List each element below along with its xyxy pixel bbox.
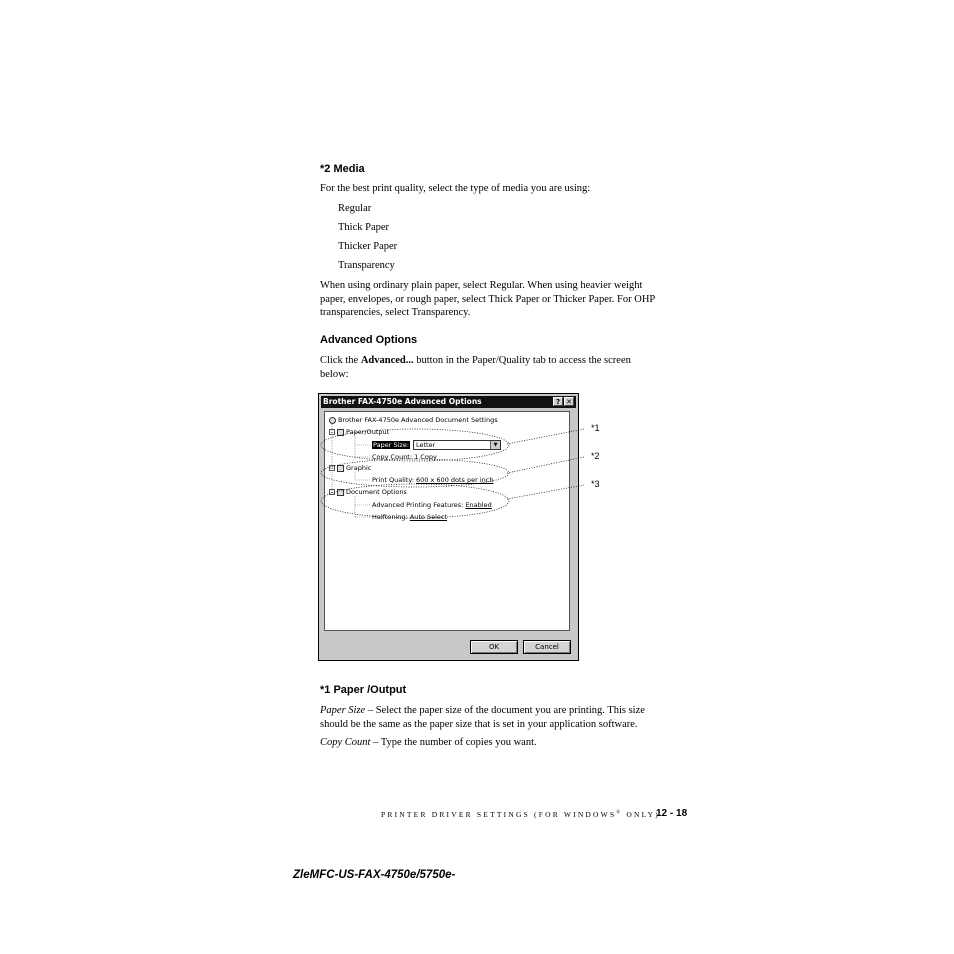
callout-label-2: *2	[591, 451, 600, 461]
ok-button[interactable]: OK	[470, 640, 518, 654]
cancel-button[interactable]: Cancel	[523, 640, 571, 654]
advanced-heading: Advanced Options	[320, 334, 418, 346]
callout-ellipse-2	[321, 459, 509, 487]
halftoning-label: Halftoning:	[372, 513, 410, 521]
media-paragraph-line: transparencies, select Transparency.	[320, 307, 471, 318]
print-quality-value[interactable]: 600 x 600 dots per inch	[416, 476, 494, 484]
advanced-button-ref: Advanced...	[360, 355, 414, 366]
collapse-icon[interactable]: –	[330, 429, 334, 436]
halftoning-value[interactable]: Auto Select	[409, 513, 448, 521]
help-button[interactable]: ?	[553, 397, 563, 406]
leader-line-1	[507, 429, 584, 444]
advanced-text: Click the	[320, 355, 361, 366]
leader-line-2	[507, 457, 584, 473]
paper-size-term: Paper Size	[320, 705, 366, 716]
running-footer-text: PRINTER DRIVER SETTINGS (FOR WINDOWS	[381, 810, 617, 819]
document-options-label: Document Options	[346, 488, 407, 496]
callout-ellipse-3	[321, 484, 509, 518]
page-number: 12 - 18	[656, 808, 688, 819]
media-option-transparency: Transparency	[338, 260, 395, 271]
copy-count-term: Copy Count	[320, 737, 371, 748]
print-quality-label: Print Quality:	[372, 476, 417, 484]
leader-line-3	[507, 485, 584, 499]
collapse-icon[interactable]: –	[330, 489, 334, 496]
paper-size-text: – Select the paper size of the document you are printing. This size	[365, 705, 645, 716]
close-button[interactable]: ✕	[564, 397, 574, 406]
chevron-down-icon[interactable]: ▼	[490, 441, 500, 449]
media-paragraph-line: When using ordinary plain paper, select Regular. When using heavier weight	[320, 280, 643, 291]
media-intro: For the best print quality, select the type of media you are using:	[320, 183, 591, 194]
advanced-features-value[interactable]: Enabled	[465, 501, 492, 509]
running-footer-text: ONLY)	[622, 810, 660, 819]
callout-label-3: *3	[591, 479, 600, 489]
callout-label-1: *1	[591, 423, 600, 433]
registered-mark: ®	[616, 810, 623, 816]
callout-ellipse-1	[321, 429, 509, 461]
paper-size-label: Paper Size:	[373, 441, 410, 449]
media-option-regular: Regular	[338, 203, 372, 214]
paper-size-text: should be the same as the paper size that is set in your application software.	[320, 718, 638, 730]
tree-root-label: Brother FAX-4750e Advanced Document Settings	[338, 416, 498, 424]
advanced-features-label: Advanced Printing Features:	[372, 501, 466, 509]
running-footer	[381, 810, 660, 819]
dialog-title: Brother FAX-4750e Advanced Options	[323, 397, 482, 406]
media-option-thicker: Thicker Paper	[338, 241, 398, 252]
copy-count-item[interactable]: Copy Count: 1 Copy	[372, 453, 437, 461]
paper-size-description	[320, 704, 700, 731]
graphic-label: Graphic	[346, 464, 372, 472]
advanced-text: below:	[320, 368, 349, 380]
document-id: ZleMFC-US-FAX-4750e/5750e-	[293, 869, 456, 881]
collapse-icon[interactable]: –	[330, 465, 334, 472]
paper-output-heading: *1 Paper /Output	[320, 684, 407, 696]
media-heading: *2 Media	[320, 163, 365, 175]
media-paragraph-line: paper, envelopes, or rough paper, select Thick Paper or Thicker Paper. For OHP	[320, 293, 656, 305]
paper-size-value: Letter	[416, 441, 436, 449]
copy-count-text: – Type the number of copies you want.	[370, 737, 537, 748]
advanced-text: button in the Paper/Quality tab to access the screen	[413, 355, 631, 366]
media-option-thick: Thick Paper	[338, 222, 390, 233]
paper-output-label: Paper/Output	[346, 428, 390, 436]
copy-count-description	[320, 736, 537, 750]
